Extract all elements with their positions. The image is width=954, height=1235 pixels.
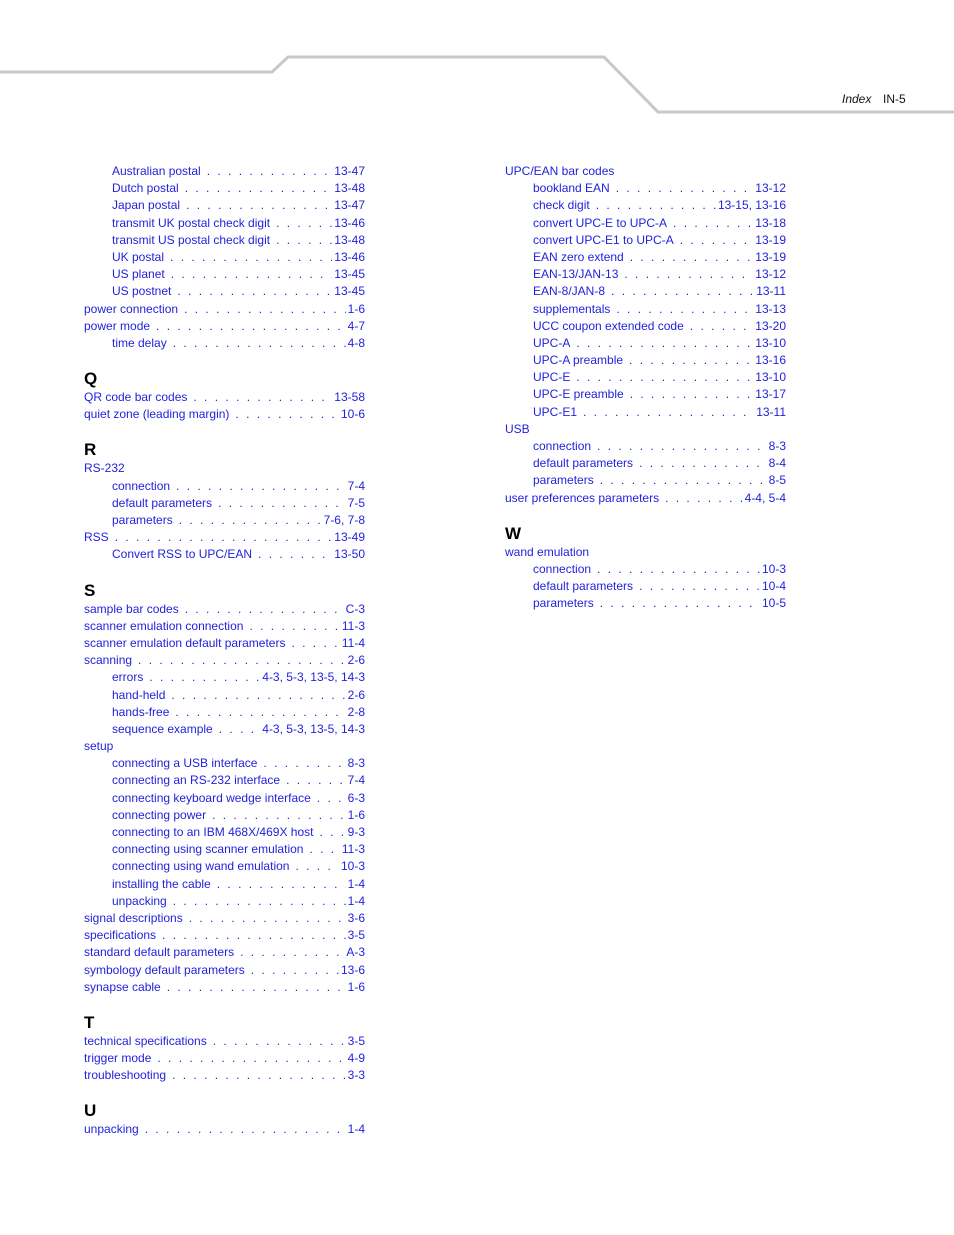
page-reference[interactable]: 13-46: [334, 249, 365, 264]
index-subentry[interactable]: [505, 386, 786, 403]
dot-leader: [176, 478, 346, 495]
index-term[interactable]: UPC-A preamble: [533, 353, 624, 368]
index-letter-heading: R: [84, 440, 97, 460]
index-term[interactable]: setup: [84, 739, 114, 754]
dot-leader: [157, 1050, 345, 1067]
page-reference[interactable]: 13-18: [755, 215, 786, 230]
dot-leader: [639, 578, 760, 595]
index-term[interactable]: Japan postal: [112, 198, 181, 213]
dot-leader: [295, 858, 339, 875]
index-term[interactable]: user preferences parameters: [505, 490, 660, 505]
dot-leader: [235, 406, 339, 423]
index-term[interactable]: standard default parameters: [84, 945, 235, 960]
index-subentry[interactable]: [84, 687, 365, 704]
page-reference[interactable]: 3-5: [347, 1033, 365, 1048]
index-entry[interactable]: [84, 652, 365, 669]
index-subentry[interactable]: [505, 595, 786, 612]
dot-leader: [630, 386, 754, 403]
running-header-section: Index: [842, 92, 872, 106]
index-subentry[interactable]: [84, 495, 365, 512]
index-term[interactable]: UK postal: [112, 249, 165, 264]
dot-leader: [583, 404, 754, 421]
index-entry[interactable]: [84, 301, 365, 318]
dot-leader: [630, 249, 754, 266]
index-term[interactable]: US postnet: [112, 284, 172, 299]
index-term[interactable]: check digit: [533, 198, 590, 213]
index-term[interactable]: symbology default parameters: [84, 962, 245, 977]
index-entry[interactable]: [84, 944, 365, 961]
dot-leader: [162, 927, 346, 944]
index-subentry[interactable]: [84, 790, 365, 807]
index-term[interactable]: EAN-8/JAN-8: [533, 284, 606, 299]
index-subentry[interactable]: [505, 266, 786, 283]
dot-leader: [616, 301, 753, 318]
index-subentry[interactable]: [505, 335, 786, 352]
dot-leader: [639, 455, 767, 472]
page-reference[interactable]: 13-45: [334, 267, 365, 282]
index-entry[interactable]: [84, 1121, 365, 1138]
page-reference[interactable]: A-3: [346, 945, 365, 960]
page-reference[interactable]: 13-49: [334, 530, 365, 545]
dot-leader: [167, 979, 346, 996]
index-entry[interactable]: [84, 601, 365, 618]
dot-leader: [309, 841, 339, 858]
page-reference[interactable]: 10-4: [761, 579, 786, 594]
index-column-left: [84, 163, 365, 1139]
index-subentry[interactable]: [84, 807, 365, 824]
index-term[interactable]: supplementals: [533, 301, 611, 316]
dot-leader: [276, 232, 332, 249]
page-reference[interactable]: 13-19: [755, 232, 786, 247]
index-subentry[interactable]: [505, 455, 786, 472]
index-entry[interactable]: [84, 1050, 365, 1067]
page-reference[interactable]: 10-5: [761, 596, 786, 611]
index-subentry[interactable]: [84, 721, 365, 738]
page-reference[interactable]: 13-48: [334, 232, 365, 247]
dot-leader: [185, 601, 344, 618]
dot-leader: [258, 546, 332, 563]
dot-leader: [249, 618, 339, 635]
index-term[interactable]: connecting keyboard wedge interface: [112, 790, 311, 805]
index-letter-heading: T: [84, 1012, 95, 1032]
page-reference[interactable]: 13-45: [334, 284, 365, 299]
dot-leader: [172, 1067, 346, 1084]
index-term[interactable]: power connection: [84, 301, 179, 316]
index-entry[interactable]: [84, 635, 365, 652]
dot-leader: [149, 669, 260, 686]
index-subentry[interactable]: [505, 301, 786, 318]
index-subentry[interactable]: [84, 546, 365, 563]
index-term[interactable]: scanning: [84, 653, 133, 668]
page-reference[interactable]: 4-8: [347, 335, 365, 350]
dot-leader: [600, 595, 760, 612]
dot-leader: [170, 249, 332, 266]
dot-leader: [184, 301, 346, 318]
index-subentry[interactable]: [84, 266, 365, 283]
index-subentry[interactable]: [505, 318, 786, 335]
page-reference[interactable]: 10-3: [761, 561, 786, 576]
dot-leader: [317, 790, 346, 807]
page-reference[interactable]: 6-3: [347, 790, 365, 805]
page-reference[interactable]: 13-50: [334, 547, 365, 562]
index-entry[interactable]: [84, 979, 365, 996]
index-entry[interactable]: [84, 460, 365, 477]
dot-leader: [145, 1121, 346, 1138]
dot-leader: [251, 962, 339, 979]
index-term[interactable]: power mode: [84, 318, 151, 333]
index-subentry[interactable]: [505, 232, 786, 249]
index-term[interactable]: signal descriptions: [84, 910, 183, 925]
index-term[interactable]: time delay: [112, 335, 167, 350]
page-reference[interactable]: 13-11: [756, 404, 786, 419]
index-term[interactable]: connecting an RS-232 interface: [112, 773, 281, 788]
index-subentry[interactable]: [84, 478, 365, 495]
page-reference[interactable]: 1-4: [347, 1122, 365, 1137]
dot-leader: [173, 893, 346, 910]
index-term[interactable]: default parameters: [533, 456, 634, 471]
header-rule-decoration: [0, 0, 954, 120]
index-term[interactable]: errors: [112, 670, 144, 685]
page-reference[interactable]: 13-10: [755, 370, 786, 385]
page-reference[interactable]: 13-13: [755, 301, 786, 316]
index-subentry[interactable]: [84, 772, 365, 789]
dot-leader: [138, 652, 346, 669]
page-reference[interactable]: 9-3: [347, 825, 365, 839]
index-group: [84, 369, 365, 423]
index-term[interactable]: UPC-A: [533, 335, 571, 350]
dot-leader: [171, 687, 345, 704]
dot-leader: [665, 490, 743, 507]
dot-leader: [212, 807, 346, 824]
index-subentry[interactable]: [505, 249, 786, 266]
index-term[interactable]: trigger mode: [84, 1051, 152, 1066]
dot-leader: [596, 197, 716, 214]
index-term[interactable]: quiet zone (leading margin): [84, 407, 230, 422]
page-reference[interactable]: 13-47: [334, 198, 365, 213]
index-subentry[interactable]: [84, 876, 365, 893]
index-subentry[interactable]: [84, 197, 365, 214]
dot-leader: [173, 335, 346, 352]
dot-leader: [576, 335, 753, 352]
dot-leader: [624, 266, 753, 283]
page-reference[interactable]: 1-4: [347, 893, 365, 908]
index-term[interactable]: connecting using scanner emulation: [112, 842, 304, 857]
index-subentry[interactable]: [84, 669, 365, 686]
dot-leader: [690, 318, 754, 335]
index-term[interactable]: specifications: [84, 928, 157, 943]
index-entry[interactable]: [505, 544, 786, 561]
index-term[interactable]: default parameters: [533, 579, 634, 594]
index-term[interactable]: Dutch postal: [112, 181, 179, 196]
index-letter-heading: U: [84, 1101, 97, 1121]
index-subentry[interactable]: [505, 180, 786, 197]
dot-leader: [286, 772, 346, 789]
index-term[interactable]: UPC-E preamble: [533, 387, 624, 402]
page-reference[interactable]: 13-15, 13-16: [717, 198, 786, 213]
page-reference[interactable]: 13-12: [755, 181, 786, 196]
index-subentry[interactable]: [505, 472, 786, 489]
dot-leader: [680, 232, 754, 249]
index-subentry[interactable]: [84, 283, 365, 300]
index-group: [84, 163, 365, 352]
index-entry[interactable]: [505, 490, 786, 507]
index-term[interactable]: synapse cable: [84, 979, 161, 994]
page-reference[interactable]: 11-4: [341, 635, 365, 650]
index-term[interactable]: connection: [533, 561, 592, 576]
index-subentry[interactable]: [505, 352, 786, 369]
page-reference[interactable]: 13-47: [334, 164, 365, 178]
dot-leader: [240, 944, 344, 961]
index-term[interactable]: connecting to an IBM 468X/469X host: [112, 825, 314, 839]
index-term[interactable]: unpacking: [84, 1122, 139, 1137]
index-term[interactable]: Convert RSS to UPC/EAN: [112, 547, 253, 562]
index-term[interactable]: transmit US postal check digit: [112, 232, 271, 247]
index-term[interactable]: default parameters: [112, 495, 213, 510]
index-letter-heading: S: [84, 580, 96, 600]
dot-leader: [193, 389, 332, 406]
index-term[interactable]: connecting a USB interface: [112, 756, 258, 771]
index-term[interactable]: parameters: [112, 513, 173, 527]
index-term[interactable]: connecting using wand emulation: [112, 859, 290, 874]
index-letter-heading: W: [505, 523, 522, 543]
dot-leader: [597, 561, 760, 578]
dot-leader: [673, 215, 753, 232]
index-entry[interactable]: [84, 1067, 365, 1084]
index-subentry[interactable]: [84, 249, 365, 266]
index-term[interactable]: connecting power: [112, 807, 207, 822]
page-reference[interactable]: 1-6: [347, 807, 365, 822]
index-term[interactable]: hands-free: [112, 704, 170, 719]
page-reference[interactable]: 2-6: [347, 653, 365, 668]
page-reference[interactable]: 1-4: [347, 876, 365, 891]
index-group: [505, 524, 786, 613]
page-reference[interactable]: 13-46: [334, 215, 365, 230]
dot-leader: [600, 472, 767, 489]
index-term[interactable]: convert UPC-E1 to UPC-A: [533, 232, 674, 247]
page-reference[interactable]: 7-4: [347, 478, 365, 493]
dot-leader: [263, 755, 345, 772]
page-reference[interactable]: 13-19: [755, 249, 786, 264]
index-subentry[interactable]: [505, 197, 786, 214]
index-group: [505, 163, 786, 507]
index-entry[interactable]: [84, 962, 365, 979]
index-subentry[interactable]: [84, 180, 365, 197]
page-reference[interactable]: C-3: [345, 601, 365, 616]
dot-leader: [213, 1033, 346, 1050]
page-reference[interactable]: 11-3: [341, 842, 365, 857]
index-term[interactable]: parameters: [533, 596, 594, 611]
index-term[interactable]: scanner emulation connection: [84, 618, 244, 633]
page-reference[interactable]: 3-6: [347, 910, 365, 925]
dot-leader: [185, 180, 333, 197]
index-subentry[interactable]: [505, 438, 786, 455]
index-subentry[interactable]: [505, 578, 786, 595]
index-subentry[interactable]: [505, 561, 786, 578]
index-term[interactable]: installing the cable: [112, 876, 211, 891]
index-term[interactable]: hand-held: [112, 687, 166, 702]
page-reference[interactable]: 13-6: [340, 962, 365, 977]
page-reference[interactable]: 4-3, 5-3, 13-5, 14-3: [262, 670, 365, 685]
index-term[interactable]: connection: [112, 478, 171, 493]
page-reference[interactable]: 13-11: [756, 284, 786, 299]
page-reference[interactable]: 10-3: [340, 859, 365, 874]
page-reference[interactable]: 13-10: [755, 335, 786, 350]
page-reference[interactable]: 11-3: [341, 618, 365, 633]
index-term[interactable]: Australian postal: [112, 164, 201, 178]
page-reference[interactable]: 7-4: [347, 773, 365, 788]
index-term[interactable]: technical specifications: [84, 1033, 207, 1048]
index-letter-heading: Q: [84, 369, 98, 389]
dot-leader: [218, 495, 346, 512]
index-subentry[interactable]: [84, 858, 365, 875]
index-term[interactable]: parameters: [533, 473, 594, 488]
index-subentry[interactable]: [84, 824, 365, 841]
dot-leader: [597, 438, 767, 455]
index-entry[interactable]: [84, 529, 365, 546]
index-subentry[interactable]: [84, 755, 365, 772]
page-reference[interactable]: 1-6: [347, 301, 365, 316]
index-term[interactable]: troubleshooting: [84, 1068, 167, 1083]
page-reference[interactable]: 10-6: [340, 407, 365, 422]
dot-leader: [177, 283, 332, 300]
index-subentry[interactable]: [505, 283, 786, 300]
dot-leader: [175, 704, 345, 721]
index-column-right: [505, 163, 786, 613]
dot-leader: [179, 512, 322, 529]
page-reference[interactable]: 8-3: [347, 756, 365, 771]
index-term[interactable]: QR code bar codes: [84, 390, 188, 405]
dot-leader: [115, 529, 333, 546]
page-reference[interactable]: 2-8: [347, 704, 365, 719]
index-group: [84, 440, 365, 563]
dot-leader: [189, 910, 346, 927]
page-reference[interactable]: 7-5: [347, 495, 365, 510]
dot-leader: [629, 352, 753, 369]
index-subentry[interactable]: [84, 232, 365, 249]
index-subentry[interactable]: [84, 704, 365, 721]
page-reference[interactable]: 4-3, 5-3, 13-5, 14-3: [262, 721, 365, 736]
page-reference[interactable]: 4-7: [347, 318, 365, 333]
page-reference[interactable]: 4-9: [347, 1051, 365, 1066]
page-reference[interactable]: 8-4: [768, 456, 786, 471]
dot-leader: [611, 283, 754, 300]
index-entry[interactable]: [505, 163, 786, 180]
index-term[interactable]: bookland EAN: [533, 181, 610, 196]
index-group: [84, 581, 365, 996]
index-term[interactable]: unpacking: [112, 893, 167, 908]
index-entry[interactable]: [84, 1033, 365, 1050]
index-term[interactable]: US planet: [112, 267, 165, 282]
page-reference[interactable]: 3-3: [347, 1068, 365, 1083]
index-entry[interactable]: [84, 910, 365, 927]
dot-leader: [186, 197, 332, 214]
index-term[interactable]: EAN zero extend: [533, 249, 624, 264]
page-reference[interactable]: 13-12: [755, 267, 786, 282]
index-term[interactable]: transmit UK postal check digit: [112, 215, 271, 230]
dot-leader: [616, 180, 754, 197]
dot-leader: [276, 215, 332, 232]
index-subentry[interactable]: [84, 163, 365, 180]
index-term[interactable]: sequence example: [112, 721, 213, 736]
index-term[interactable]: UCC coupon extended code: [533, 318, 684, 333]
index-term[interactable]: wand emulation: [505, 544, 590, 559]
index-subentry[interactable]: [505, 369, 786, 386]
page-reference[interactable]: 13-48: [334, 181, 365, 196]
dot-leader: [156, 318, 346, 335]
dot-leader: [291, 635, 339, 652]
index-entry[interactable]: [84, 318, 365, 335]
index-term[interactable]: UPC-E: [533, 370, 571, 385]
page-number: IN-5: [883, 92, 906, 106]
index-entry[interactable]: [505, 421, 786, 438]
dot-leader: [319, 824, 345, 841]
index-subentry[interactable]: [84, 215, 365, 232]
index-subentry[interactable]: [505, 215, 786, 232]
index-term[interactable]: USB: [505, 421, 530, 436]
index-term[interactable]: convert UPC-E to UPC-A: [533, 215, 668, 230]
index-term[interactable]: scanner emulation default parameters: [84, 635, 286, 650]
index-subentry[interactable]: [84, 335, 365, 352]
index-group: [84, 1013, 365, 1085]
index-entry[interactable]: [84, 738, 365, 755]
page-reference[interactable]: 4-4, 5-4: [744, 490, 786, 505]
dot-leader: [576, 369, 753, 386]
dot-leader: [171, 266, 333, 283]
page-reference[interactable]: 13-20: [755, 318, 786, 333]
index-subentry[interactable]: [505, 404, 786, 421]
index-entry[interactable]: [84, 618, 365, 635]
index-term[interactable]: UPC/EAN bar codes: [505, 164, 615, 178]
index-term[interactable]: RSS: [84, 530, 109, 545]
page-reference[interactable]: 2-6: [347, 687, 365, 702]
index-entry[interactable]: [84, 389, 365, 406]
index-term[interactable]: connection: [533, 439, 592, 453]
index-subentry[interactable]: [84, 512, 365, 529]
page-reference[interactable]: 8-3: [768, 439, 786, 453]
page-reference[interactable]: 13-16: [755, 353, 786, 368]
index-subentry[interactable]: [84, 893, 365, 910]
index-term[interactable]: sample bar codes: [84, 601, 179, 616]
index-subentry[interactable]: [84, 841, 365, 858]
page-reference[interactable]: 8-5: [768, 473, 786, 488]
index-entry[interactable]: [84, 927, 365, 944]
page-reference[interactable]: 13-17: [755, 387, 786, 402]
dot-leader: [207, 163, 333, 180]
page-reference[interactable]: 1-6: [347, 979, 365, 994]
dot-leader: [217, 876, 346, 893]
page-reference[interactable]: 7-6, 7-8: [323, 513, 365, 527]
page-reference[interactable]: 13-58: [334, 390, 365, 405]
index-term[interactable]: RS-232: [84, 461, 125, 476]
index-term[interactable]: UPC-E1: [533, 404, 578, 419]
index-entry[interactable]: [84, 406, 365, 423]
index-term[interactable]: EAN-13/JAN-13: [533, 267, 619, 282]
page-reference[interactable]: 3-5: [347, 928, 365, 943]
index-group: [84, 1101, 365, 1138]
dot-leader: [219, 721, 261, 738]
